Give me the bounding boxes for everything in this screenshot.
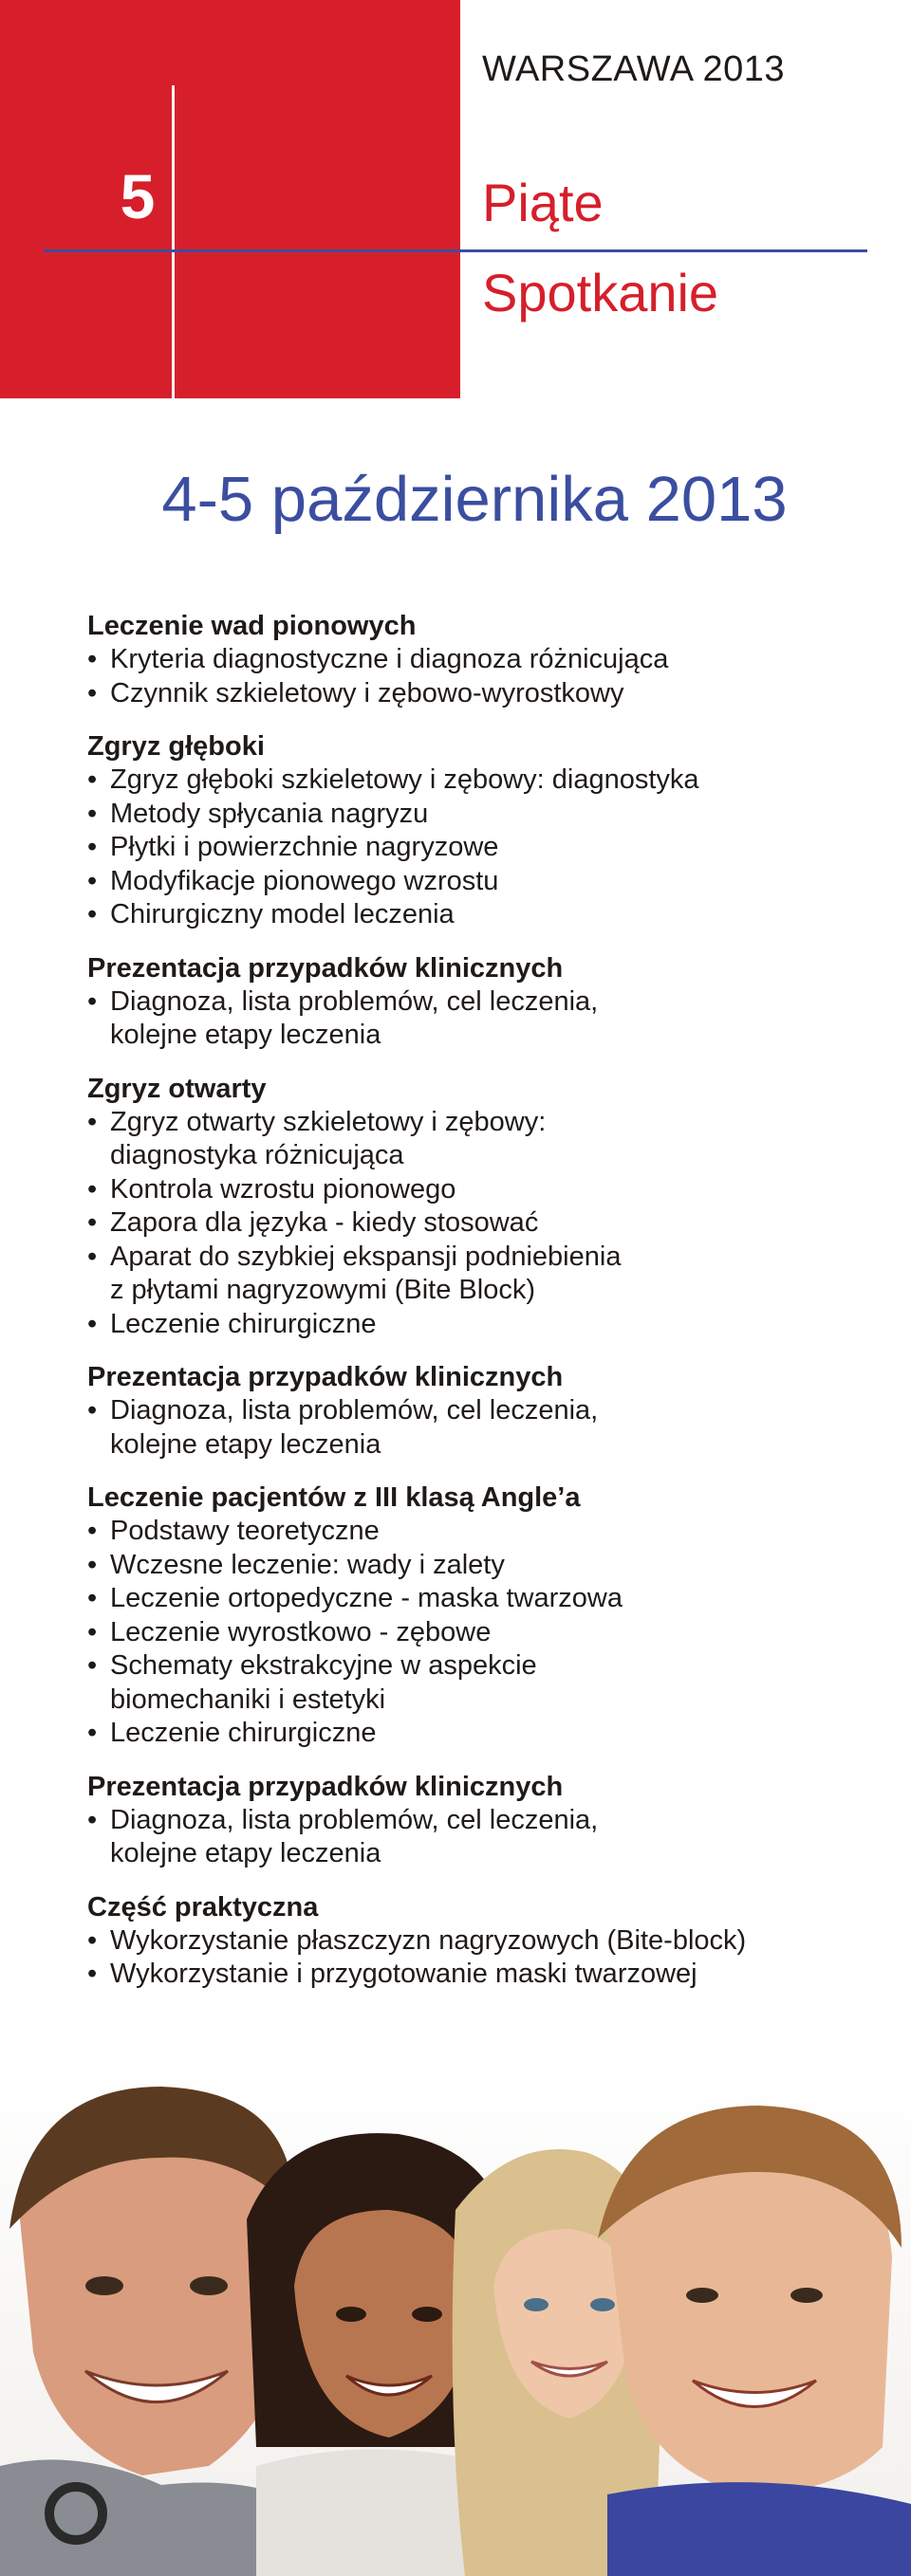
list-item	[87, 643, 875, 677]
bullet-icon: •	[87, 1804, 98, 1835]
bullet-icon: •	[87, 1173, 98, 1205]
agenda-section	[87, 729, 875, 932]
list-item-text: Wykorzystanie i przygotowanie maski twarzowej	[110, 1959, 697, 1989]
title-line-1: Piąte	[482, 173, 604, 232]
list-item	[87, 677, 875, 711]
bullet-icon: •	[87, 1616, 98, 1647]
list-item-text: biomechaniki i estetyki	[110, 1684, 386, 1715]
bullet-icon: •	[87, 644, 98, 674]
teenagers-photo	[0, 2068, 911, 2576]
session-number: 5	[120, 161, 156, 231]
list-item-text: Leczenie wyrostkowo - zębowe	[110, 1616, 492, 1647]
list-item	[87, 1106, 875, 1173]
list-item	[87, 1173, 875, 1207]
header-vertical-rule	[172, 85, 175, 398]
section-items	[87, 1394, 875, 1462]
event-date: 4-5 października 2013	[161, 464, 788, 535]
list-item-text: kolejne etapy leczenia	[110, 1428, 381, 1460]
list-item-text: Zapora dla języka - kiedy stosować	[110, 1207, 539, 1238]
list-item-text: Wykorzystanie płaszczyzn nagryzowych (Bite-block)	[110, 1924, 747, 1956]
list-item	[87, 1394, 875, 1462]
list-item	[87, 985, 875, 1053]
section-heading: Leczenie wad pionowych	[87, 611, 417, 641]
bullet-icon: •	[87, 1583, 98, 1613]
list-item	[87, 1582, 875, 1616]
agenda-section	[87, 1360, 875, 1462]
list-item	[87, 831, 875, 865]
list-item	[87, 1549, 875, 1583]
section-heading: Część praktyczna	[87, 1891, 319, 1923]
list-item-text: Schematy ekstrakcyjne w aspekcie	[110, 1650, 537, 1681]
list-item-text: Aparat do szybkiej ekspansji podniebienia	[110, 1241, 622, 1272]
bullet-icon: •	[87, 1549, 98, 1580]
bullet-icon: •	[87, 832, 98, 862]
list-item	[87, 1308, 875, 1342]
list-item	[87, 1515, 875, 1549]
bullet-icon: •	[87, 1650, 98, 1681]
list-item	[87, 865, 875, 899]
section-items	[87, 1515, 875, 1751]
list-item	[87, 1206, 875, 1241]
list-item-text: Leczenie chirurgiczne	[110, 1308, 377, 1339]
bullet-icon: •	[87, 1718, 98, 1748]
section-heading: Zgryz głęboki	[87, 731, 265, 762]
list-item-text: Diagnoza, lista problemów, cel leczenia,	[110, 1804, 599, 1835]
agenda	[87, 609, 875, 2011]
section-heading: Prezentacja przypadków klinicznych	[87, 952, 564, 984]
list-item	[87, 1804, 875, 1871]
agenda-section	[87, 1481, 875, 1751]
list-item-text: Czynnik szkieletowy i zębowo-wyrostkowy	[110, 677, 624, 708]
section-heading: Prezentacja przypadków klinicznych	[87, 1362, 564, 1392]
list-item-text: Płytki i powierzchnie nagryzowe	[110, 832, 499, 862]
bullet-icon: •	[87, 899, 98, 929]
list-item-text: Zgryz głęboki szkieletowy i zębowy: diagnostyka	[110, 764, 699, 795]
list-item-text: Diagnoza, lista problemów, cel leczenia,	[110, 985, 599, 1017]
section-items	[87, 1804, 875, 1871]
list-item-text: Diagnoza, lista problemów, cel leczenia,	[110, 1395, 599, 1426]
list-item-text: Podstawy teoretyczne	[110, 1516, 380, 1546]
agenda-section	[87, 1072, 875, 1342]
list-item-text: Kryteria diagnostyczne i diagnoza różnicująca	[110, 644, 669, 674]
list-item	[87, 1649, 875, 1717]
section-items	[87, 985, 875, 1053]
list-item-text: Leczenie chirurgiczne	[110, 1718, 377, 1748]
list-item	[87, 1717, 875, 1751]
bullet-icon: •	[87, 1959, 98, 1989]
list-item	[87, 1958, 875, 1992]
list-item	[87, 898, 875, 932]
section-items	[87, 1106, 875, 1342]
list-item-text: Wczesne leczenie: wady i zalety	[110, 1549, 505, 1580]
section-items	[87, 643, 875, 710]
list-item	[87, 1616, 875, 1650]
list-item	[87, 1924, 875, 1959]
bullet-icon: •	[87, 1106, 98, 1137]
city-year: WARSZAWA 2013	[482, 49, 786, 89]
header-red-panel	[0, 0, 460, 398]
bullet-icon: •	[87, 1308, 98, 1339]
list-item-text: kolejne etapy leczenia	[110, 1020, 381, 1050]
agenda-section	[87, 1770, 875, 1871]
agenda-section	[87, 951, 875, 1053]
section-heading: Prezentacja przypadków klinicznych	[87, 1771, 564, 1802]
list-item	[87, 798, 875, 832]
bullet-icon: •	[87, 1241, 98, 1272]
bullet-icon: •	[87, 1395, 98, 1426]
bullet-icon: •	[87, 985, 98, 1017]
agenda-section	[87, 609, 875, 710]
header-horizontal-rule	[44, 249, 867, 252]
list-item-text: Chirurgiczny model leczenia	[110, 899, 455, 929]
bullet-icon: •	[87, 677, 98, 708]
title-line-2: Spotkanie	[482, 263, 719, 322]
bullet-icon: •	[87, 1207, 98, 1238]
bullet-icon: •	[87, 1924, 98, 1956]
list-item	[87, 1241, 875, 1308]
bullet-icon: •	[87, 764, 98, 795]
list-item-text: Metody spłycania nagryzu	[110, 798, 429, 829]
list-item-text: z płytami nagryzowymi (Bite Block)	[110, 1275, 535, 1305]
list-item-text: Modyfikacje pionowego wzrostu	[110, 865, 499, 896]
bullet-icon: •	[87, 1516, 98, 1546]
list-item-text: diagnostyka różnicująca	[110, 1140, 404, 1170]
list-item-text: kolejne etapy leczenia	[110, 1838, 381, 1868]
bullet-icon: •	[87, 865, 98, 896]
section-heading: Zgryz otwarty	[87, 1073, 267, 1104]
list-item-text: Leczenie ortopedyczne - maska twarzowa	[110, 1583, 623, 1613]
list-item-text: Kontrola wzrostu pionowego	[110, 1173, 456, 1205]
list-item-text: Zgryz otwarty szkieletowy i zębowy:	[110, 1106, 547, 1137]
bullet-icon: •	[87, 798, 98, 829]
section-items	[87, 764, 875, 932]
section-items	[87, 1924, 875, 1992]
section-heading: Leczenie pacjentów z III klasą Angle’a	[87, 1482, 581, 1513]
list-item	[87, 764, 875, 798]
agenda-section	[87, 1890, 875, 1992]
